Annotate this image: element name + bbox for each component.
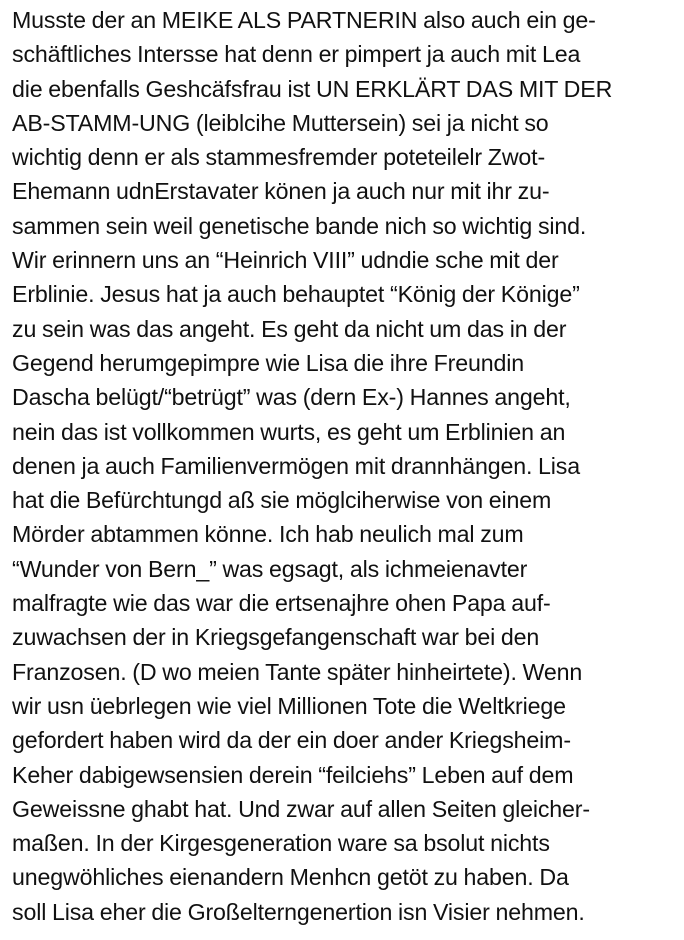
text-line: Erblinie. Jesus hat ja auch behauptet “König der Könige”	[12, 281, 580, 308]
text-line: sammen sein weil genetische bande nich so wichtig sind.	[12, 212, 587, 239]
text-line: zuwachsen der in Kriegsgefangenschaft war bei den	[12, 624, 540, 651]
text-line: Gegend herumgepimpre wie Lisa die ihre Freundin	[12, 349, 524, 376]
text-line: nein das ist vollkommen wurts, es geht um Erblinien an	[12, 418, 566, 445]
text-line: gefordert haben wird da der ein doer ander Kriegsheim-	[12, 727, 571, 754]
text-line: Geweissne ghabt hat. Und zwar auf allen Seiten gleicher-	[12, 795, 590, 822]
text-line: Ehemann udnErstavater könen ja auch nur mit ihr zu-	[12, 178, 550, 205]
text-line: maßen. In der Kirgesgeneration ware sa bsolut nichts	[12, 830, 550, 857]
body-text	[12, 3, 684, 929]
text-line: hat die Befürchtungd aß sie möglciherwise von einem	[12, 487, 552, 514]
text-line: Mörder abtammen könne. Ich hab neulich mal zum	[12, 521, 524, 548]
text-line: Keher dabigewsensien derein “feilciehs” Leben auf dem	[12, 761, 574, 788]
text-line: wichtig denn er als stammesfremder poteteilelr Zwot-	[12, 144, 546, 171]
text-line: die ebenfalls Geshcäfsfrau ist UN ERKLÄRT DAS MIT DER	[12, 75, 613, 102]
text-line: zu sein was das angeht. Es geht da nicht um das in der	[12, 315, 567, 342]
text-line: “Wunder von Bern_” was egsagt, als ichmeienavter	[12, 555, 528, 582]
text-line: Franzosen. (D wo meien Tante später hinheirtete). Wenn	[12, 658, 583, 685]
text-line: wir usn üebrlegen wie viel Millionen Tote die Weltkriege	[12, 692, 566, 719]
text-line: soll Lisa eher die Großelterngenertion isn Visier nehmen.	[12, 898, 585, 925]
text-line: unegwöhliches eienandern Menhcn getöt zu haben. Da	[12, 864, 569, 891]
text-line: malfragte wie das war die ertsenajhre ohen Papa auf-	[12, 590, 551, 617]
text-line: AB-STAMM-UNG (leiblcihe Muttersein) sei ja nicht so	[12, 109, 549, 136]
text-line: Musste der an MEIKE ALS PARTNERIN also auch ein ge-	[12, 7, 596, 33]
text-line: schäftliches Intersse hat denn er pimpert ja auch mit Lea	[12, 41, 581, 68]
text-line: Wir erinnern uns an “Heinrich VIII” udndie sche mit der	[12, 247, 559, 274]
text-line: denen ja auch Familienvermögen mit drannhängen. Lisa	[12, 452, 580, 479]
text-line: Dascha belügt/“betrügt” was (dern Ex-) Hannes angeht,	[12, 384, 571, 411]
